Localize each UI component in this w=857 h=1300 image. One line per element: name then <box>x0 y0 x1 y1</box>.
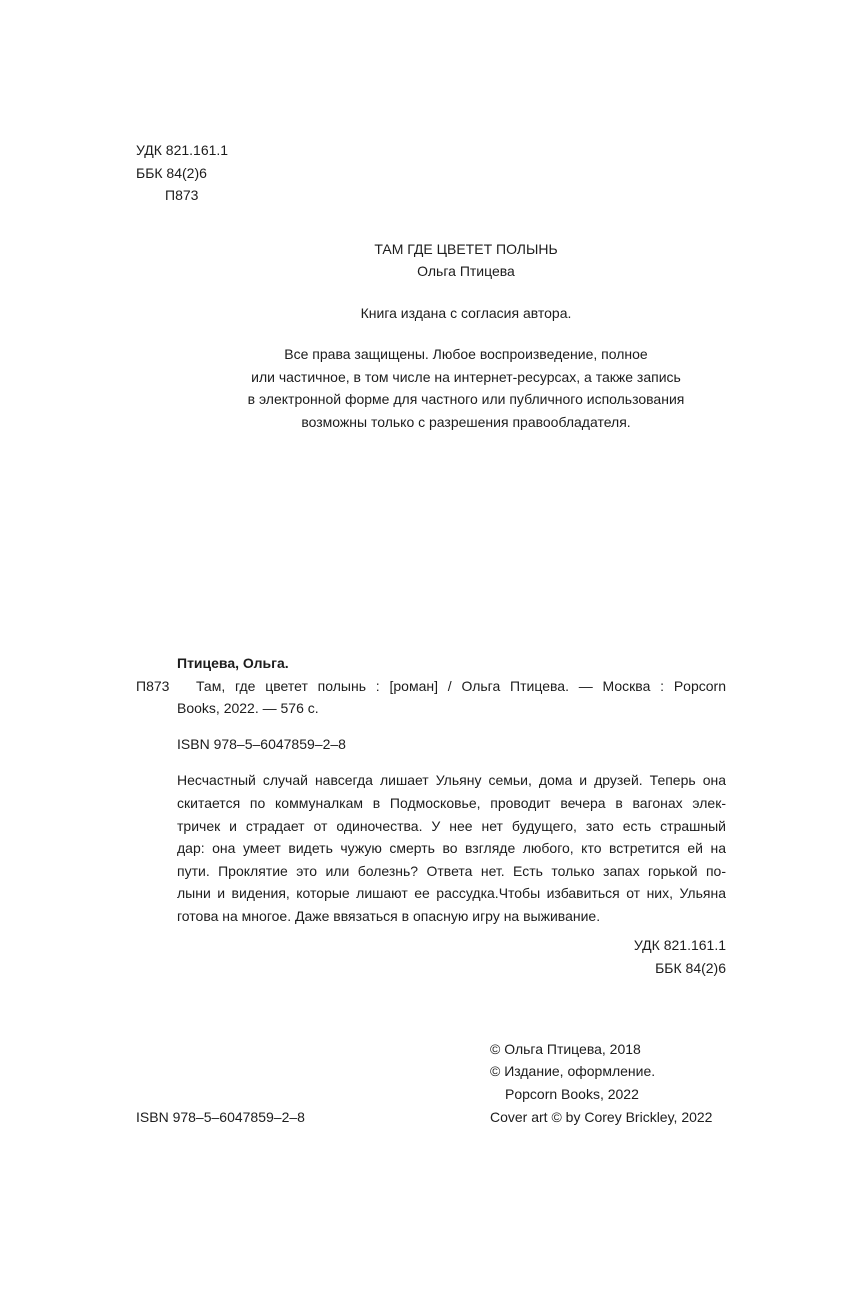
annotation-line: Несчастный случай навсегда лишает Ульяну семьи, дома и друзей. Теперь она <box>177 772 726 788</box>
annotation-line: дар: она умеет видеть чужую смерть во взгляде любого, кто встретится ей на <box>177 840 726 856</box>
copyright-edition: © Издание, оформление. <box>490 1063 656 1079</box>
copyright-cover-art: Cover art © by Corey Brickley, 2022 <box>490 1109 713 1125</box>
consent-note: Книга издана с согласия автора. <box>360 305 572 321</box>
bibliography-bbk: ББК 84(2)6 <box>655 960 726 976</box>
rights-line: в электронной форме для частного или публичного использования <box>247 391 685 408</box>
consent-block <box>196 302 736 324</box>
annotation-line: пути. Проклятие это или болезнь? Ответа нет. Есть только запах горькой по- <box>177 863 726 879</box>
rights-line: или частичное, в том числе на интернет-ресурсах, а также запись <box>251 368 681 385</box>
copyright-author: © Ольга Птицева, 2018 <box>490 1041 641 1057</box>
book-title: ТАМ ГДЕ ЦВЕТЕТ ПОЛЫНЬ <box>374 241 558 257</box>
header-udk: УДК 821.161.1 <box>136 142 229 158</box>
annotation-line: готова на многое. Даже ввязаться в опасную игру на выживание. <box>177 908 601 924</box>
copyright-publisher: Popcorn Books, 2022 <box>505 1086 639 1102</box>
annotation-line: скитается по коммуналкам в Подмосковье, проводит вечера в вагонах элек- <box>177 795 726 811</box>
header-bbk: ББК 84(2)6 <box>136 165 207 181</box>
bibliography-description-line: Books, 2022. — 576 с. <box>177 700 319 716</box>
title-block <box>196 238 736 282</box>
bibliography-heading: Птицева, Ольга. <box>177 655 289 671</box>
footer-isbn: ISBN 978–5–6047859–2–8 <box>136 1109 305 1125</box>
rights-notice <box>196 343 736 434</box>
bibliography-author-sign: П873 <box>136 678 170 694</box>
rights-line: Все права защищены. Любое воспроизведение, полное <box>284 346 648 362</box>
annotation-line: тричек и страдает от одиночества. У нее нет будущего, зато есть страшный <box>177 818 726 834</box>
annotation-line: лыни и видения, которые лишают ее рассудка.Чтобы избавиться от них, Ульяна <box>177 885 726 901</box>
bibliography-description-line: Там, где цветет полынь : [роман] / Ольга Птицева. — Москва : Popcorn <box>196 678 726 694</box>
bibliography-udk: УДК 821.161.1 <box>633 937 726 953</box>
book-author: Ольга Птицева <box>417 263 515 279</box>
bibliography-isbn: ISBN 978–5–6047859–2–8 <box>177 736 346 752</box>
header-author-sign: П873 <box>165 187 199 203</box>
rights-line: возможны только с разрешения правообладателя. <box>301 414 631 431</box>
